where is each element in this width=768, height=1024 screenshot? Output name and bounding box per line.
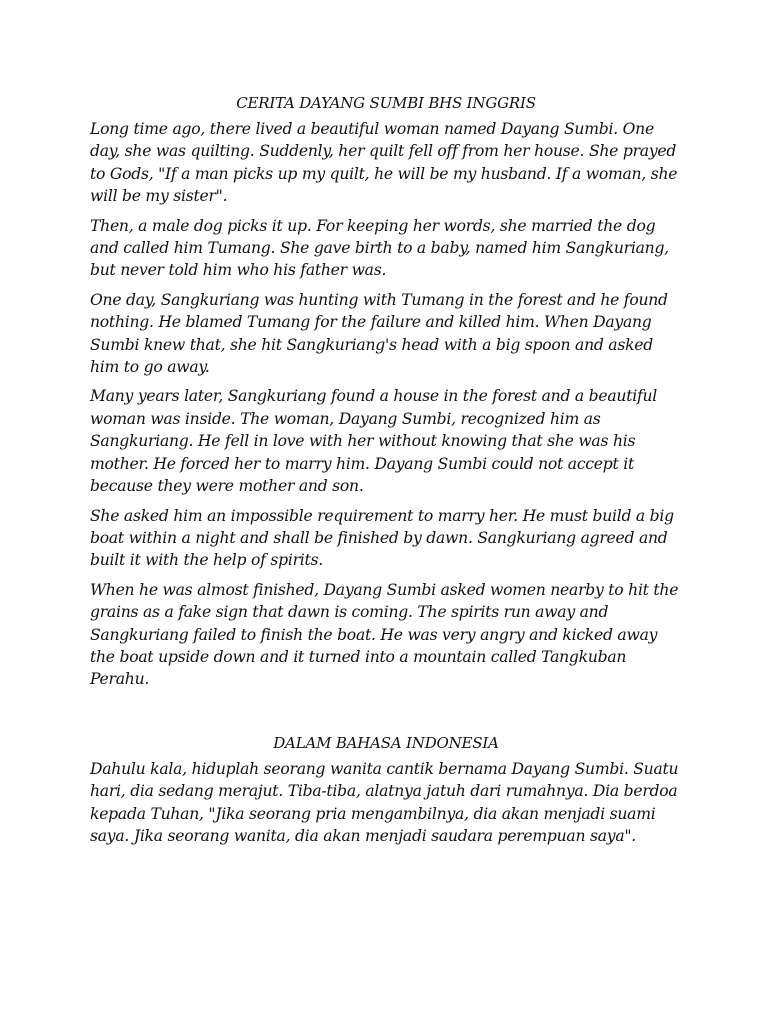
english-section-title: CERITA DAYANG SUMBI BHS INGGRIS	[236, 94, 536, 112]
english-paragraph-6: When he was almost finished, Dayang Sumbi asked women nearby to hit the grains as a fake sign that dawn is coming. The spirits run away and Sangkuriang failed to finish the boat. He was very angry and kicked away the boat upside down and it turned into a mountain called Tangkuban Perahu.	[90, 580, 679, 689]
section-spacer	[90, 698, 682, 732]
english-paragraph-1: Long time ago, there lived a beautiful woman named Dayang Sumbi. One day, she was quilting. Suddenly, her quilt fell off from her house. She prayed to Gods, "If a man picks up my quilt, he will be my husband. If a woman, she will be my sister".	[90, 120, 678, 206]
indonesian-section-title: DALAM BAHASA INDONESIA	[273, 733, 499, 752]
english-paragraph-4: Many years later, Sangkuriang found a house in the forest and a beautiful woman was inside. The woman, Dayang Sumbi, recognized him as Sangkuriang. He fell in love with her without knowing that she was his mother. He forced her to marry him. Dayang Sumbi could not accept it because they were mother and son.	[90, 387, 658, 496]
english-paragraph-2: Then, a male dog picks it up. For keeping her words, she married the dog and called him Tumang. She gave birth to a baby, named him Sangkuriang, but never told him who his father was.	[90, 216, 669, 280]
english-paragraph-5: She asked him an impossible requirement to marry her. He must build a big boat within a night and shall be finished by dawn. Sangkuriang agreed and built it with the help of spirits.	[90, 506, 674, 570]
english-paragraph-3: One day, Sangkuriang was hunting with Tumang in the forest and he found nothing. He blamed Tumang for the failure and killed him. When Dayang Sumbi knew that, she hit Sangkuriang's head with a big spoon and asked him to go away.	[90, 290, 668, 377]
indonesian-paragraph-1: Dahulu kala, hiduplah seorang wanita cantik bernama Dayang Sumbi. Suatu hari, dia sedang merajut. Tiba-tiba, alatnya jatuh dari rumahnya. Dia berdoa kepada Tuhan, "Jika seorang pria mengambilnya, dia akan menjadi suami saya. Jika seorang wanita, dia akan menjadi saudara perempuan saya".	[90, 759, 679, 845]
document-page	[90, 92, 682, 854]
